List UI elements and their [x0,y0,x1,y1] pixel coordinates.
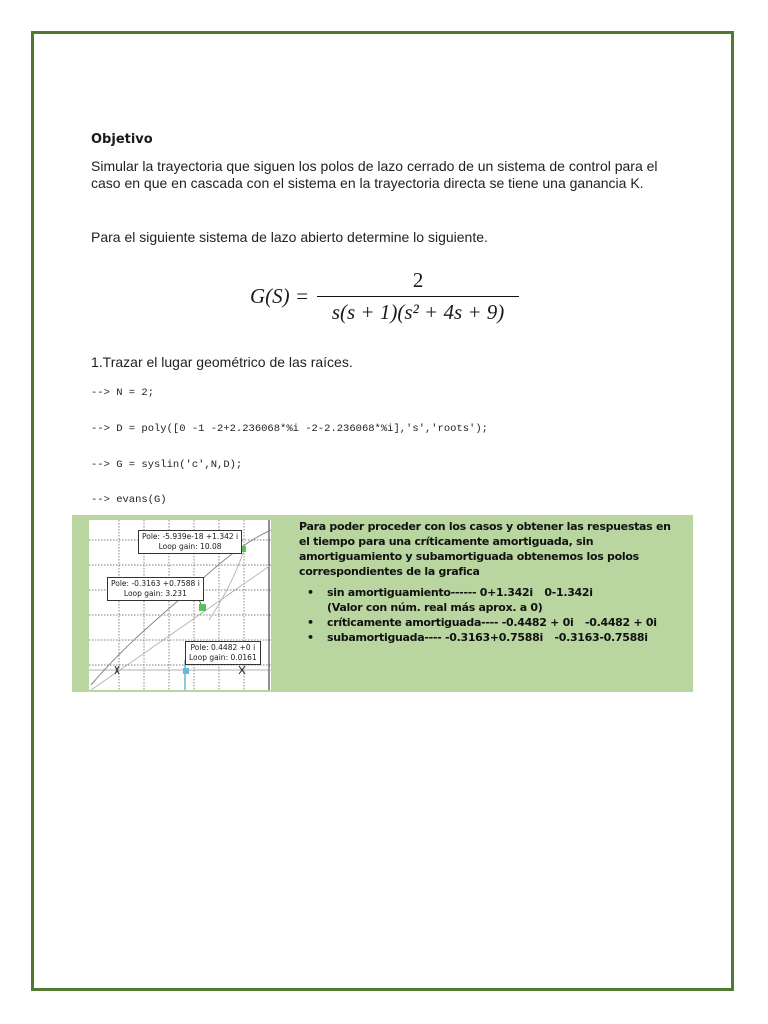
code-line-1: --> N = 2; [91,387,155,399]
note-intro: Para poder proceder con los casos y obtener las respuestas en el tiempo para una críticamente amortiguada, sin amortiguamiento y subamortiguada obtenemos los polos correspondientes de la grafica [299,520,671,578]
item-value-2: 0-1.342i [544,586,593,599]
step-1-text: 1.Trazar el lugar geométrico de las raíces. [91,354,353,370]
code-line-2: --> D = poly([0 -1 -2+2.236068*%i -2-2.236068*%i],'s','roots'); [91,423,488,435]
formula-denominator: s(s + 1)(s² + 4s + 9) [331,300,505,324]
list-item [327,585,674,615]
item-value-1: -0.4482 + 0i [501,616,574,629]
poles-note [299,519,674,645]
pole-value: Pole: 0.4482 +0 i [190,643,256,652]
root-locus-plot [89,520,271,690]
formula-fraction [317,268,519,325]
code-line-4: --> evans(G) [91,494,167,506]
instruction-paragraph: Para el siguiente sistema de lazo abierto determine lo siguiente. [91,229,488,245]
objective-heading: Objetivo [91,132,153,147]
code-line-3: --> G = syslin('c',N,D); [91,459,243,471]
item-value-1: -0.3163+0.7588i [444,631,543,644]
formula-numerator: 2 [412,268,424,292]
pole-tooltip-3 [185,641,261,665]
item-label: sin amortiguamiento------ [327,586,477,599]
item-label: subamortiguada---- [327,631,442,644]
list-item [327,630,674,645]
transfer-function [250,268,519,325]
item-value-1: 0+1.342i [479,586,533,599]
loop-gain-value: Loop gain: 0.0161 [189,653,257,662]
loop-gain-value: Loop gain: 3.231 [123,589,187,598]
pole-tooltip-1 [138,530,242,554]
formula-lhs: G(S) = [250,284,310,308]
item-value-2: -0.4482 + 0i [584,616,657,629]
pole-tooltip-2 [107,577,204,601]
list-item [327,615,674,630]
item-subnote: (Valor con núm. real más aprox. a 0) [327,601,543,614]
objective-paragraph: Simular la trayectoria que siguen los polos de lazo cerrado de un sistema de control para el caso en que en cascada con el sistema en la trayectoria directa se tiene una ganancia K. [91,158,658,191]
poles-list [299,585,674,645]
pole-value: Pole: -5.939e-18 +1.342 i [142,532,239,541]
loop-gain-value: Loop gain: 10.08 [158,542,222,551]
item-label: críticamente amortiguada---- [327,616,499,629]
pole-value: Pole: -0.3163 +0.7588 i [111,579,200,588]
item-value-2: -0.3163-0.7588i [554,631,648,644]
